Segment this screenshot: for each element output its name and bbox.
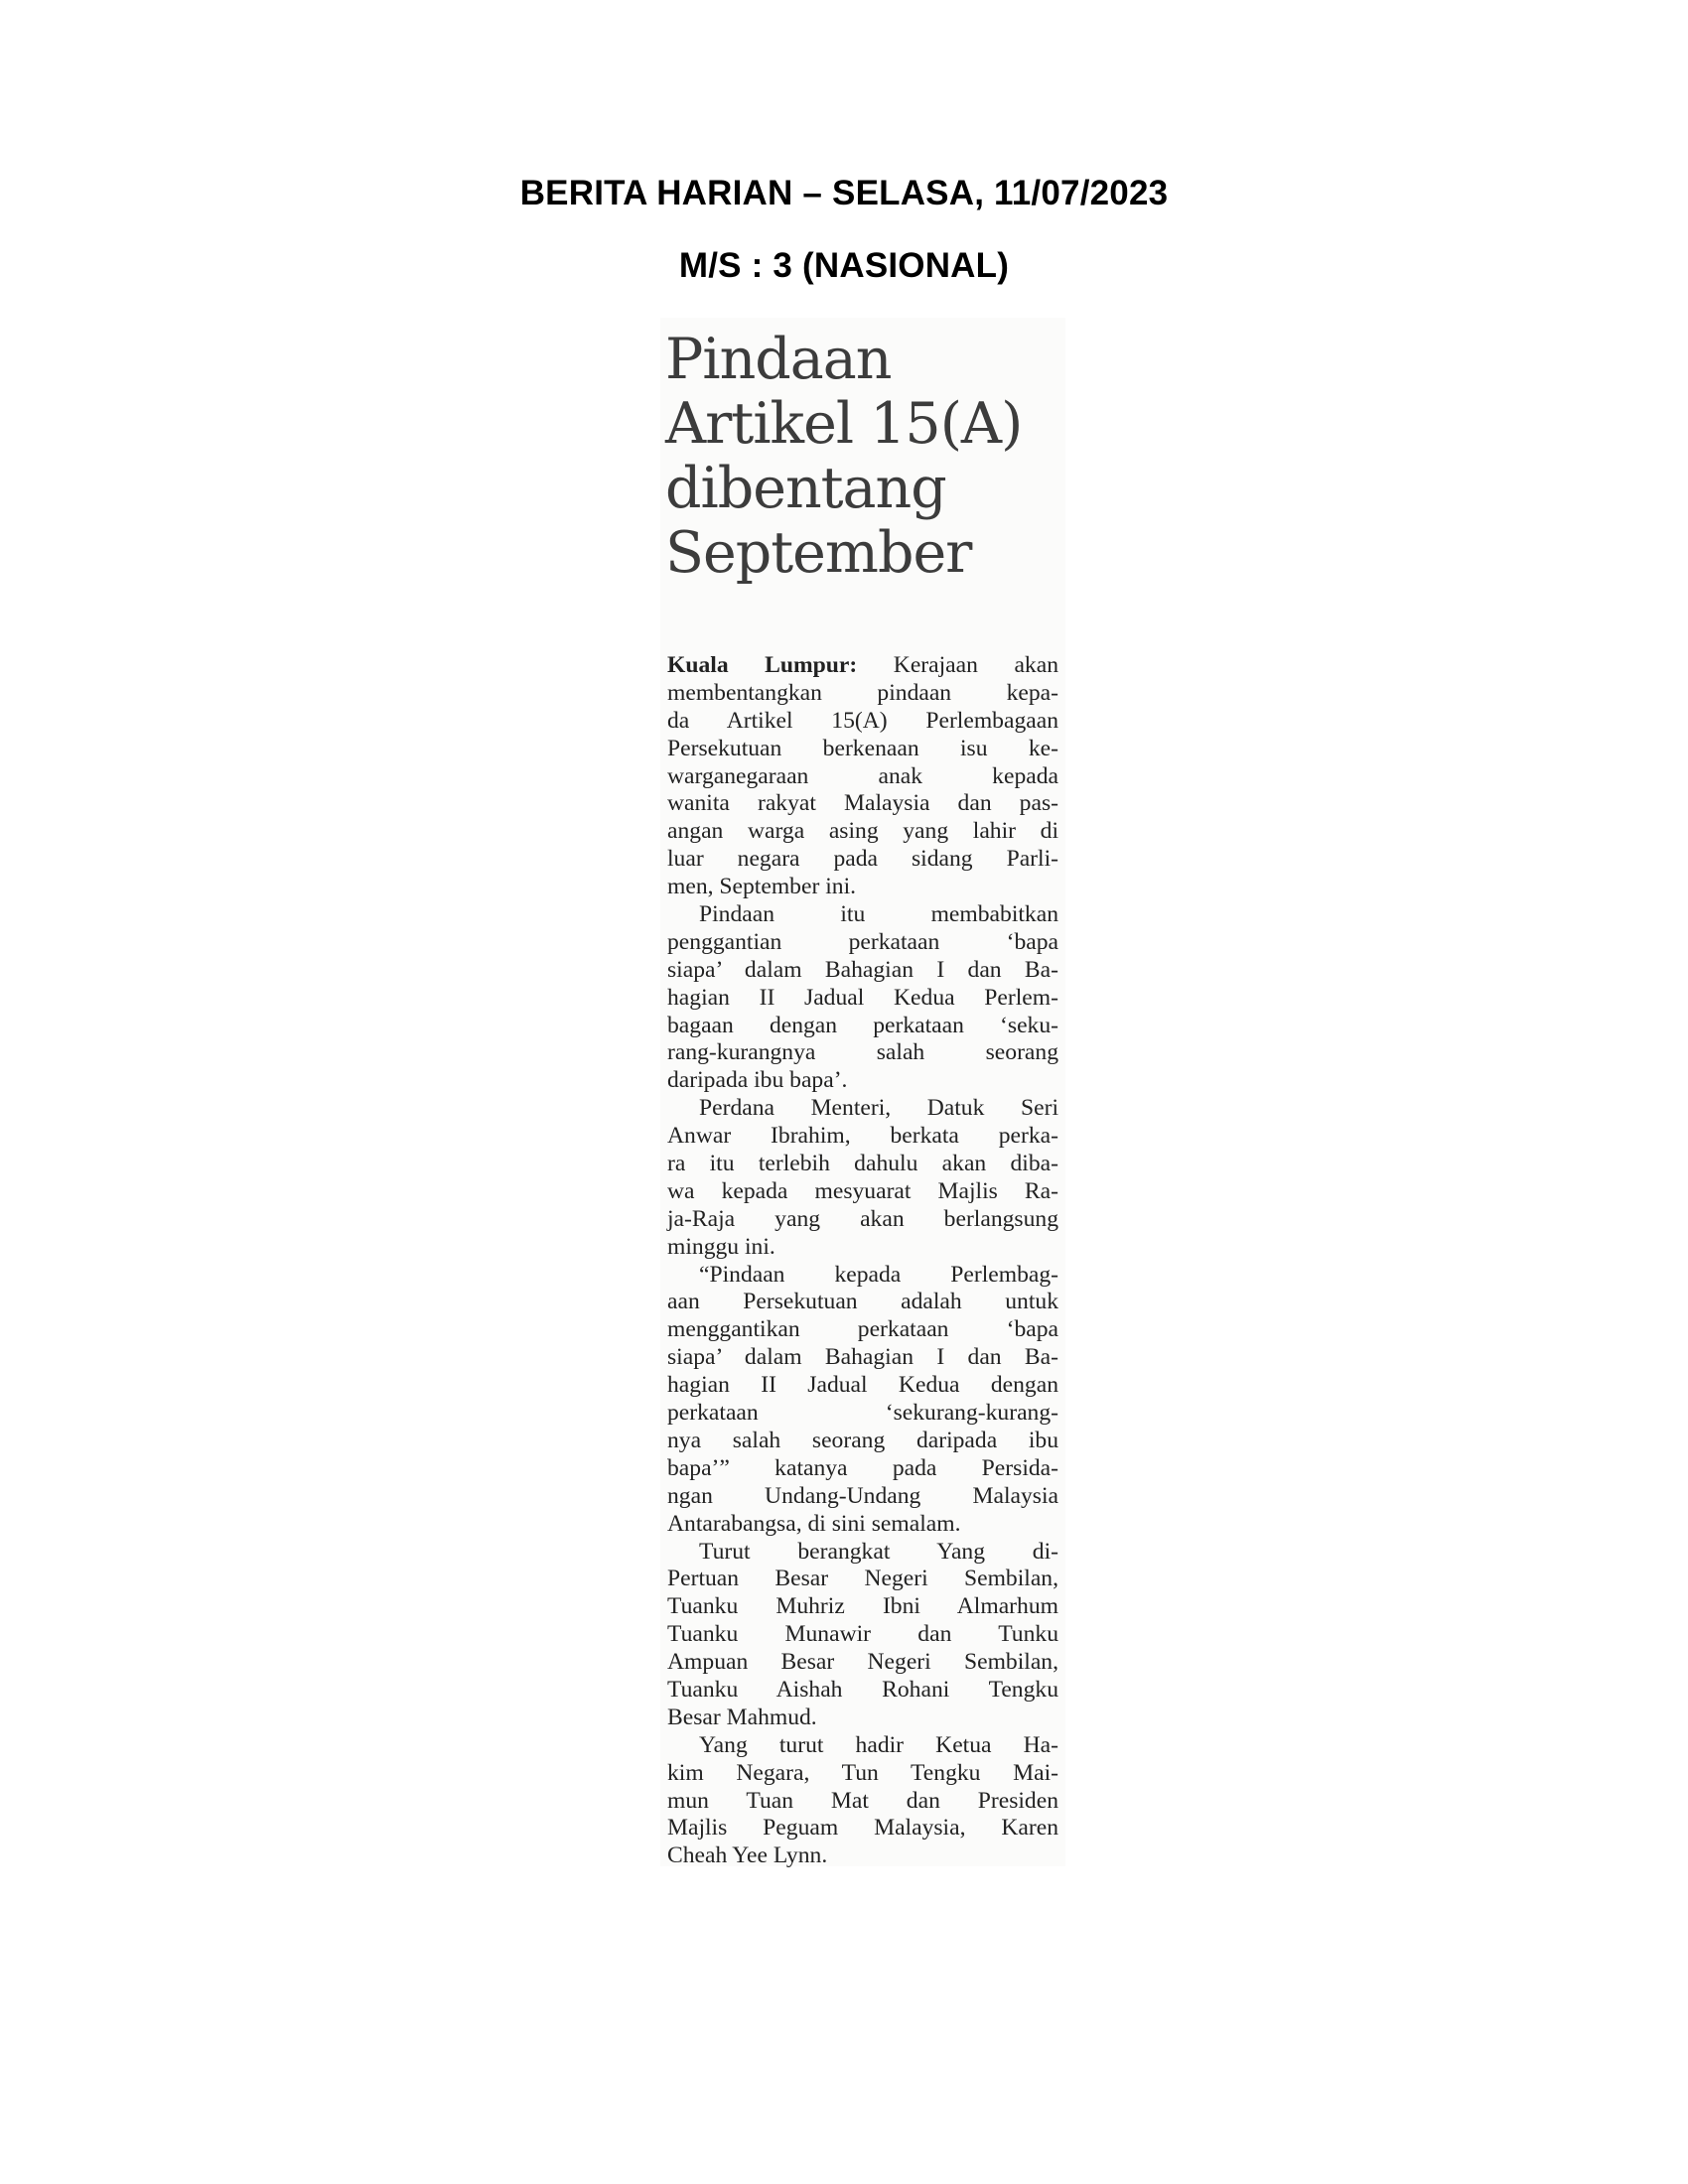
paragraph-line: mun Tuan Mat dan Presiden: [667, 1787, 1058, 1814]
paragraph-line: aan Persekutuan adalah untuk: [667, 1289, 1058, 1315]
paragraph-line: bagaan dengan perkataan ‘seku-: [667, 1012, 1058, 1038]
paragraph-line: siapa’ dalam Bahagian I dan Ba-: [667, 956, 1058, 983]
paragraph-line: Anwar Ibrahim, berkata perka-: [667, 1123, 1058, 1150]
paragraph-line: Pertuan Besar Negeri Sembilan,: [667, 1566, 1058, 1592]
article-paragraph: [667, 1732, 1058, 1870]
paragraph-line: nya salah seorang daripada ibu: [667, 1427, 1058, 1453]
paragraph-line: “Pindaan kepada Perlembag-: [699, 1261, 1058, 1288]
article-paragraph: [667, 1095, 1058, 1261]
paragraph-line: ja-Raja yang akan berlangsung: [667, 1205, 1058, 1232]
paragraph-line: Tuanku Aishah Rohani Tengku: [667, 1676, 1058, 1703]
paragraph-line: ra itu terlebih dahulu akan diba-: [667, 1151, 1058, 1177]
paragraph-line: menggantikan perkataan ‘bapa: [667, 1316, 1058, 1343]
paragraph-line: wanita rakyat Malaysia dan pas-: [667, 790, 1058, 817]
paragraph-line: ngan Undang-Undang Malaysia: [667, 1482, 1058, 1509]
paragraph-line: Tuanku Muhriz Ibni Almarhum: [667, 1593, 1058, 1620]
paragraph-line: minggu ini.: [667, 1233, 775, 1260]
paragraph-line: men, September ini.: [667, 874, 857, 900]
paragraph-line: Antarabangsa, di sini semalam.: [667, 1510, 961, 1537]
paragraph-line: perkataan ‘sekurang-kurang-: [667, 1400, 1058, 1427]
article-paragraph: [667, 1262, 1058, 1539]
paragraph-line: da Artikel 15(A) Perlembagaan: [667, 707, 1058, 734]
publication-date-header: BERITA HARIAN – SELASA, 11/07/2023: [519, 174, 1169, 212]
paragraph-line: membentangkan pindaan kepa-: [667, 679, 1058, 706]
paragraph-line-text: Kerajaan akan: [857, 652, 1058, 678]
article-paragraph: [667, 901, 1058, 1095]
paragraph-line: warganegaraan anak kepada: [667, 762, 1058, 789]
paragraph-line: Persekutuan berkenaan isu ke-: [667, 735, 1058, 761]
paragraph-line: Turut berangkat Yang di-: [699, 1538, 1058, 1565]
paragraph-line: angan warga asing yang lahir di: [667, 818, 1058, 845]
paragraph-line: penggantian perkataan ‘bapa: [667, 928, 1058, 955]
paragraph-line: luar negara pada sidang Parli-: [667, 846, 1058, 873]
paragraph-line: Majlis Peguam Malaysia, Karen: [667, 1815, 1058, 1842]
article-body: [667, 652, 1058, 1870]
paragraph-line: Besar Mahmud.: [667, 1704, 817, 1730]
paragraph-line: siapa’ dalam Bahagian I dan Ba-: [667, 1344, 1058, 1371]
paragraph-line: wa kepada mesyuarat Majlis Ra-: [667, 1177, 1058, 1204]
headline-line: Artikel 15(A): [665, 391, 1023, 457]
headline-line: September: [665, 520, 972, 586]
paragraph-line: Perdana Menteri, Datuk Seri: [699, 1095, 1058, 1122]
headline-line: Pindaan: [665, 327, 892, 392]
article-dateline: Kuala Lumpur:: [667, 652, 858, 678]
headline-line: dibentang: [665, 456, 946, 521]
page-section-header: M/S : 3 (NASIONAL): [678, 246, 1010, 285]
paragraph-line: Yang turut hadir Ketua Ha-: [699, 1731, 1058, 1758]
paragraph-line: hagian II Jadual Kedua dengan: [667, 1372, 1058, 1399]
paragraph-line: bapa’” katanya pada Persida-: [667, 1454, 1058, 1481]
article-paragraph: [667, 652, 1058, 901]
paragraph-line: hagian II Jadual Kedua Perlem-: [667, 984, 1058, 1011]
paragraph-line: Cheah Yee Lynn.: [667, 1843, 828, 1869]
paragraph-line: Tuanku Munawir dan Tunku: [667, 1621, 1058, 1648]
paragraph-line: kim Negara, Tun Tengku Mai-: [667, 1759, 1058, 1786]
paragraph-line: Pindaan itu membabitkan: [699, 901, 1058, 928]
paragraph-line: rang-kurangnya salah seorang: [667, 1039, 1058, 1066]
article-paragraph: [667, 1539, 1058, 1732]
article-headline: [665, 328, 1062, 586]
paragraph-line: [667, 652, 1058, 680]
paragraph-line: daripada ibu bapa’.: [667, 1067, 848, 1094]
paragraph-line: Ampuan Besar Negeri Sembilan,: [667, 1649, 1058, 1676]
